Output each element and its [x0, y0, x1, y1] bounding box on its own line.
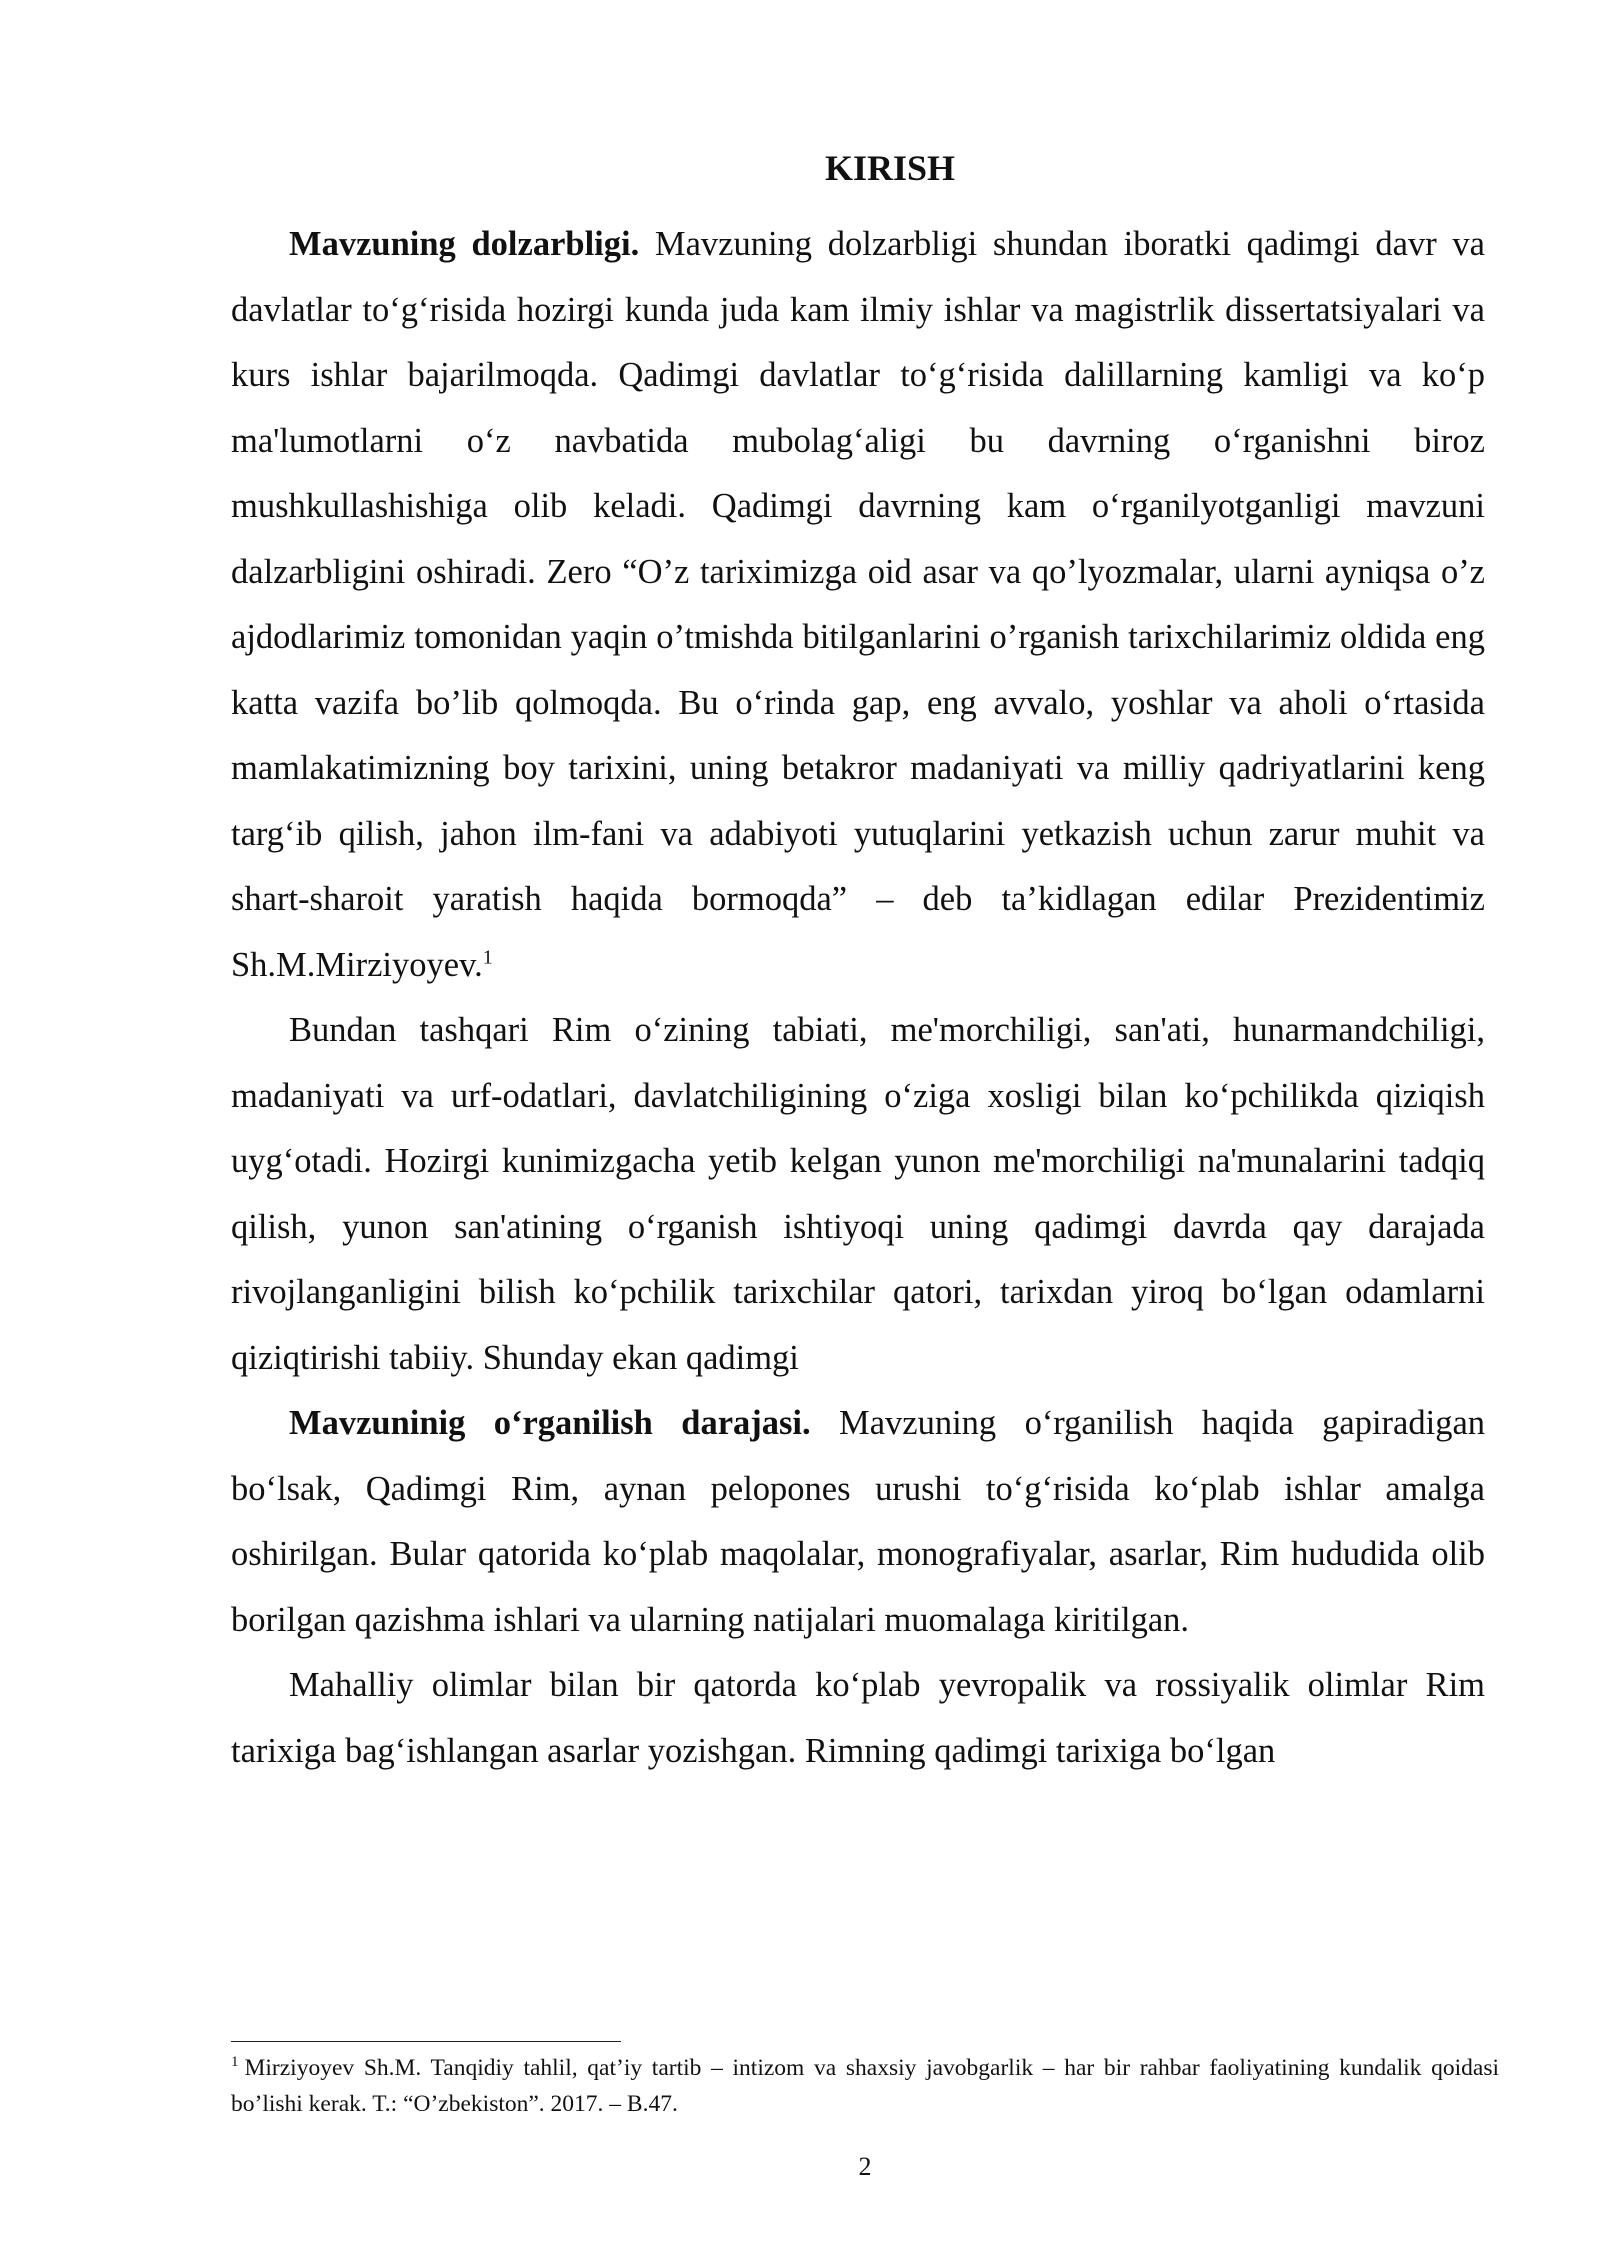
footnote-number: 1 — [231, 2054, 239, 2071]
paragraph-lead: Mavzuning dolzarbligi. — [289, 225, 640, 263]
paragraph-text: Bundan tashqari Rim o‘zining tabiati, me'morchiligi, san'ati, hunarmandchiligi, madaniyati va urf-odatlari, davlatchiligining o‘ziga xosligi bilan ko‘pchilikda qiziqish uyg‘otadi. Hozirgi kunimizgacha yetib kelgan yunon me'morchiligi na'munalarini tadqiq qilish, yunon san'atining o‘rganish ishtiyoqi uning qadimgi davrda qay darajada rivojlanganligini bilish ko‘pchilik tarixchilar qatori, tarixdan yiroq bo‘lgan odamlarni qiziqtirishi tabiiy. Shunday ekan qadimgi — [231, 1011, 1485, 1377]
paragraph-relevance — [231, 212, 1485, 998]
footnote-separator — [231, 2041, 621, 2042]
footnote-reference[interactable]: 1 — [482, 946, 493, 968]
body-text — [231, 212, 1485, 1784]
paragraph-text: Mavzuning o‘rganilish haqida gapiradigan bo‘lsak, Qadimgi Rim, aynan pelopones urushi to‘g‘risida ko‘plab ishlar amalga oshirilgan. Bular qatorida ko‘plab maqolalar, monografiyalar, asarlar, Rim hududida olib borilgan qazishma ishlari va ularning natijalari muomalaga kiritilgan. — [231, 1404, 1486, 1639]
page-title: KIRISH — [824, 148, 956, 188]
footnote — [231, 2050, 1499, 2122]
paragraph-study-level — [231, 1391, 1485, 1653]
paragraph-rome-interest — [231, 998, 1485, 1391]
paragraph-scholars — [231, 1653, 1485, 1784]
paragraph-lead: Mavzuninig o‘rganilish darajasi. — [289, 1404, 811, 1442]
page-number: 2 — [858, 2152, 872, 2181]
footnote-text: Mirziyoyev Sh.M. Tanqidiy tahlil, qat’iy tartib – intizom va shaxsiy javobgarlik – har bir rahbar faoliyatining kundalik qoidasi bo’lishi kerak. T.: “O’zbekiston”. 2017. – B.47. — [231, 2055, 1499, 2117]
paragraph-text: Mahalliy olimlar bilan bir qatorda ko‘plab yevropalik va rossiyalik olimlar Rim tarixiga bag‘ishlangan asarlar yozishgan. Rimning qadimgi tarixiga bo‘lgan — [231, 1666, 1485, 1770]
paragraph-text: Mavzuning dolzarbligi shundan iboratki qadimgi davr va davlatlar to‘g‘risida hozirgi kunda juda kam ilmiy ishlar va magistrlik dissertatsiyalari va kurs ishlar bajarilmoqda. Qadimgi davlatlar to‘g‘risida dalillarning kamligi va ko‘p ma'lumotlarni o‘z navbatida mubolag‘aligi bu davrning o‘rganishni biroz mushkullashishiga olib keladi. Qadimgi davrning kam o‘rganilyotganligi mavzuni dalzarbligini oshiradi. Zero “O’z tariximizga oid asar va qo’lyozmalar, ularni ayniqsa o’z ajdodlarimiz tomonidan yaqin o’tmishda bitilganlarini o’rganish tarixchilarimiz oldida eng katta vazifa bo’lib qolmoqda. Bu o‘rinda gap, eng avvalo, yoshlar va aholi o‘rtasida mamlakatimizning boy tarixini, uning betakror madaniyati va milliy qadriyatlarini keng targ‘ib qilish, jahon ilm-fani va adabiyoti yutuqlarini yetkazish uchun zarur muhit va shart-sharoit yaratish haqida bormoqda” – deb ta’kidlagan edilar Prezidentimiz Sh.M.Mirziyoyev. — [231, 225, 1485, 984]
